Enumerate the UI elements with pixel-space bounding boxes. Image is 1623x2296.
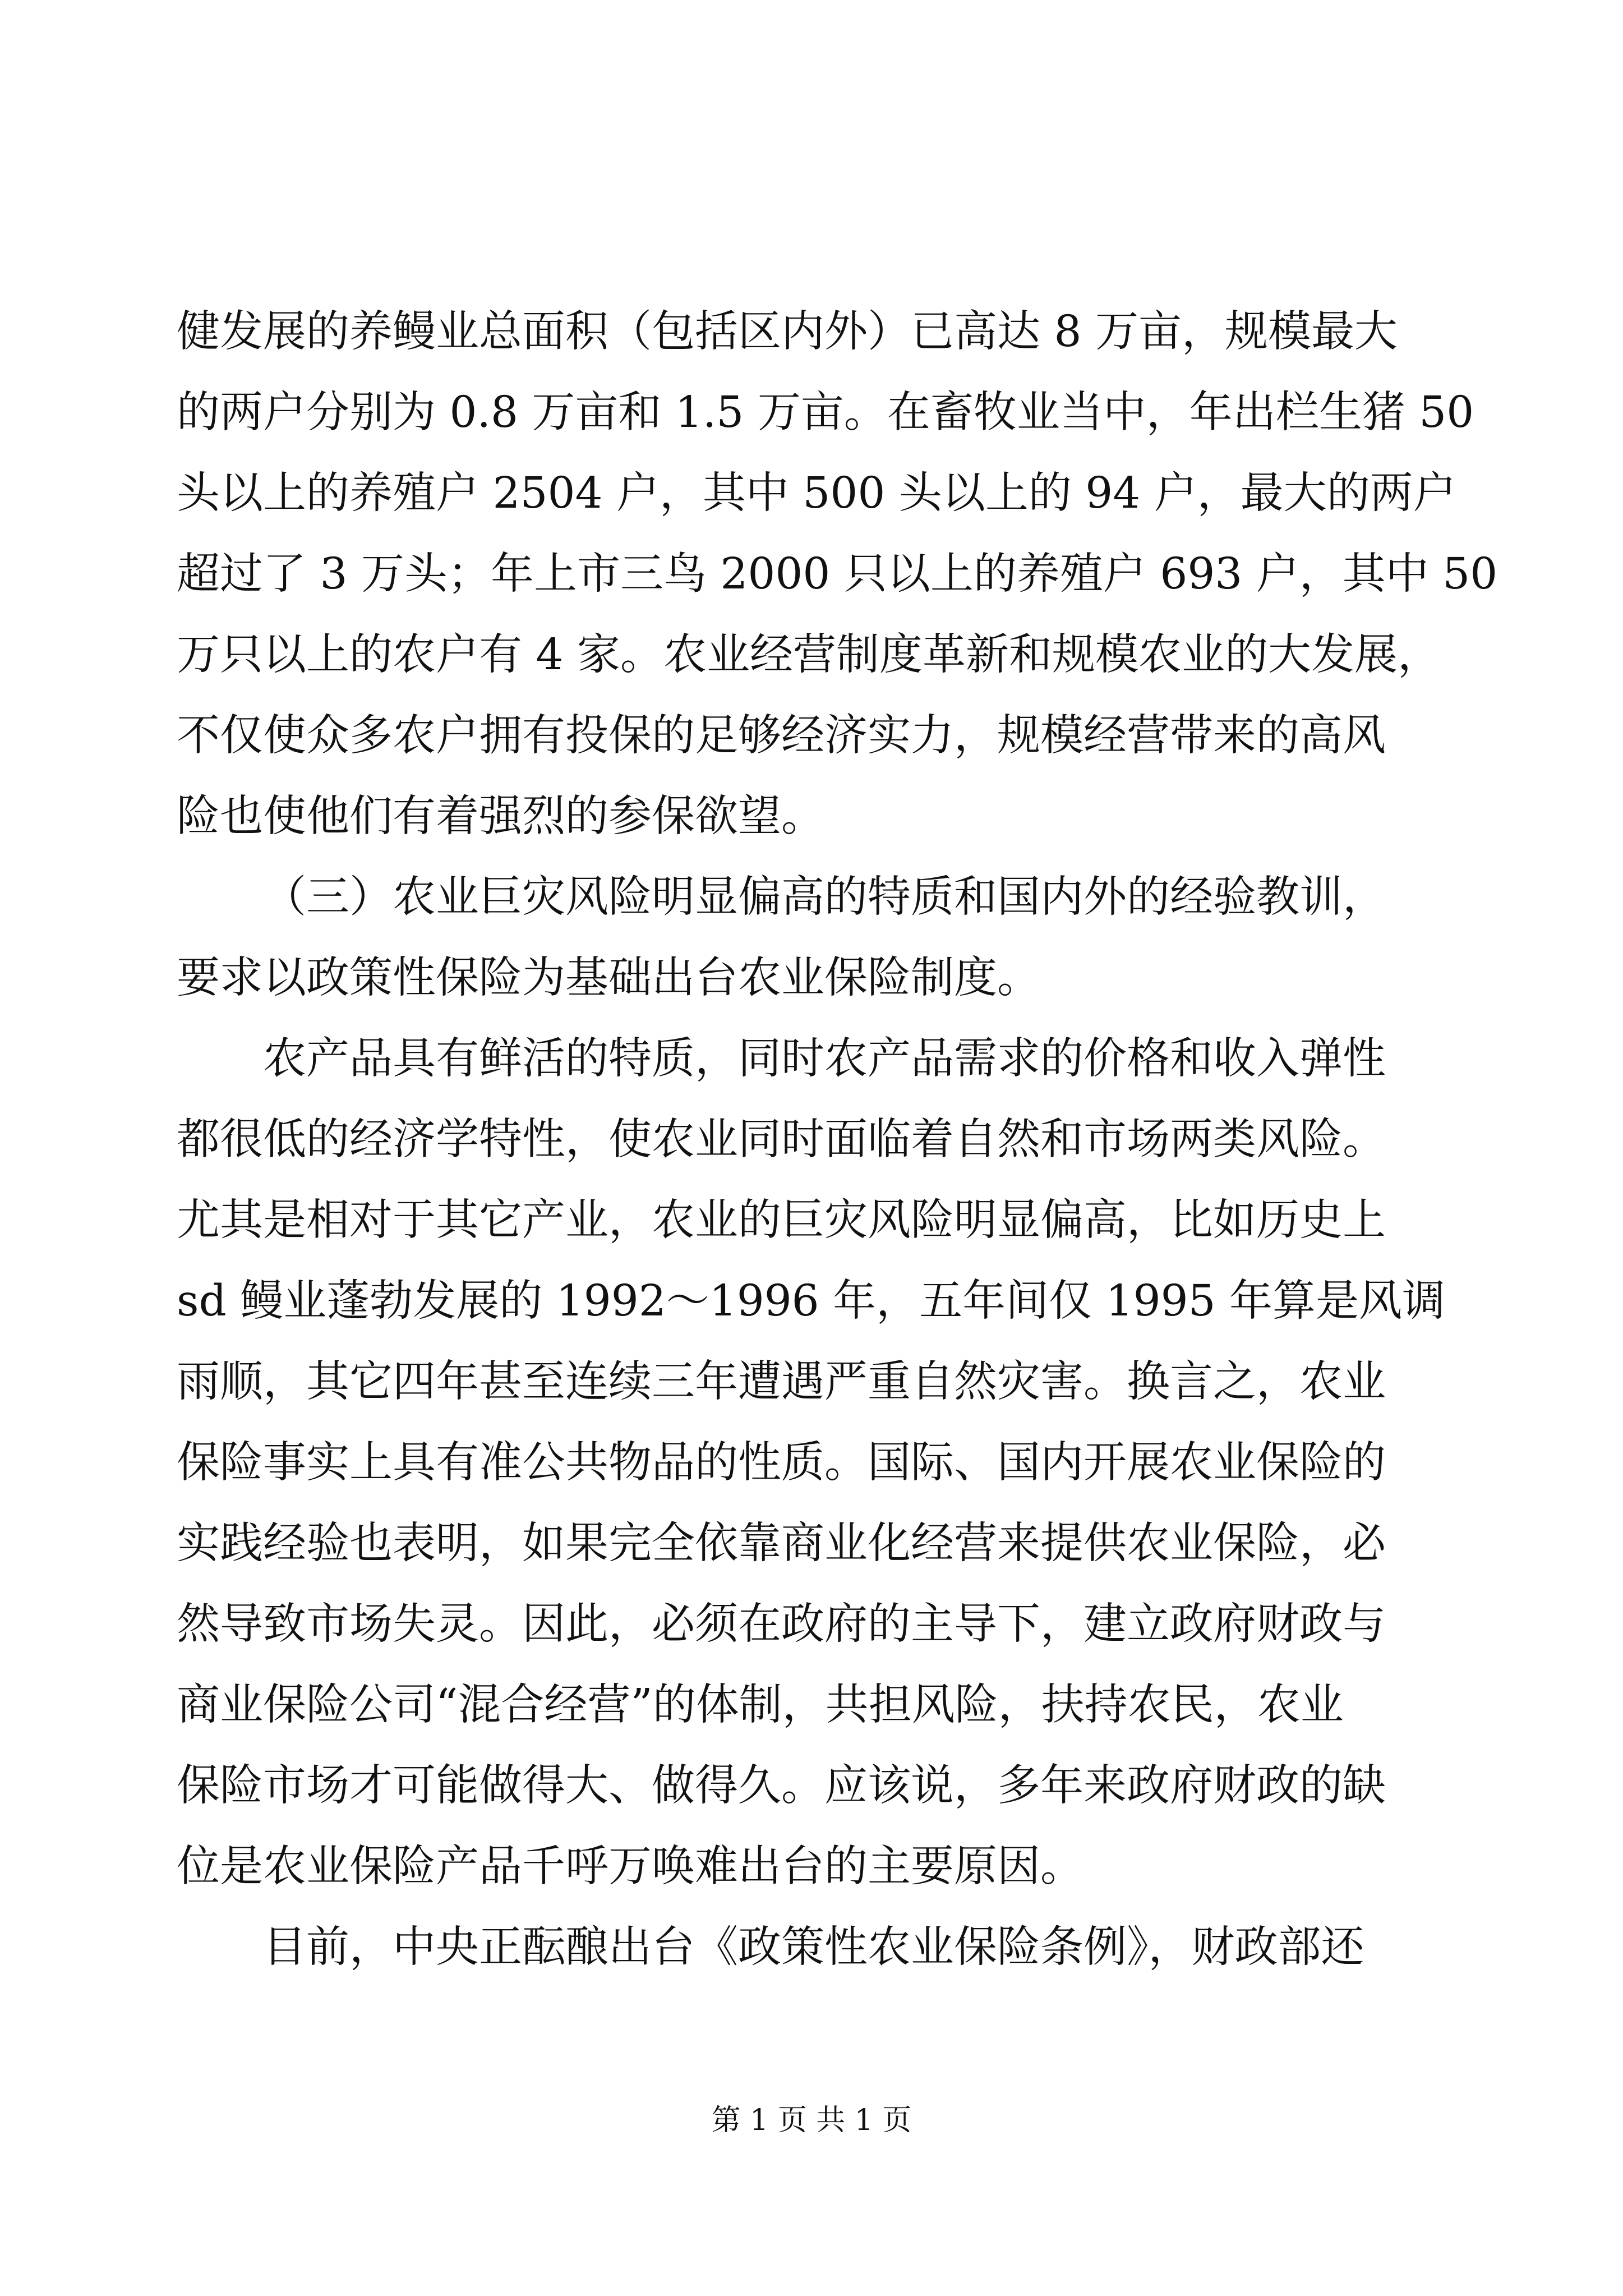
text-line-6: 不仅使众多农户拥有投保的足够经济实力，规模经营带来的高风 bbox=[177, 711, 1386, 761]
text-line-13: sd 鳗业蓬勃发展的 1992～1996 年，五年间仅 1995 年算是风调 bbox=[177, 1276, 1446, 1326]
text-line-3: 头以上的养殖户 2504 户，其中 500 头以上的 94 户，最大的两户 bbox=[177, 468, 1456, 518]
text-line-21: 目前，中央正酝酿出台《政策性农业保险条例》，财政部还 bbox=[263, 1922, 1364, 1972]
text-line-2: 的两户分别为 0.8 万亩和 1.5 万亩。在畜牧业当中，年出栏生猪 50 bbox=[177, 388, 1474, 438]
text-line-15: 保险事实上具有准公共物品的性质。国际、国内开展农业保险的 bbox=[177, 1438, 1386, 1488]
text-line-9: 要求以政策性保险为基础出台农业保险制度。 bbox=[177, 953, 1040, 1003]
text-line-7: 险也使他们有着强烈的参保欲望。 bbox=[177, 792, 824, 841]
text-line-20: 位是农业保险产品千呼万唤难出台的主要原因。 bbox=[177, 1842, 1083, 1892]
document-body bbox=[177, 292, 1498, 1988]
text-line-8: （三）农业巨灾风险明显偏高的特质和国内外的经验教训， bbox=[263, 872, 1386, 922]
text-line-1: 健发展的养鳗业总面积（包括区内外）已高达 8 万亩，规模最大 bbox=[177, 307, 1398, 357]
text-line-5: 万只以上的农户有 4 家。农业经营制度革新和规模农业的大发展， bbox=[177, 630, 1441, 680]
text-line-16: 实践经验也表明，如果完全依靠商业化经营来提供农业保险，必 bbox=[177, 1519, 1386, 1568]
page-footer: 第 1 页 共 1 页 bbox=[711, 2104, 912, 2137]
text-line-14: 雨顺，其它四年甚至连续三年遭遇严重自然灾害。换言之，农业 bbox=[177, 1357, 1386, 1407]
text-line-11: 都很低的经济学特性，使农业同时面临着自然和市场两类风险。 bbox=[177, 1115, 1386, 1165]
text-line-17: 然导致市场失灵。因此，必须在政府的主导下，建立政府财政与 bbox=[177, 1599, 1386, 1649]
text-line-12: 尤其是相对于其它产业，农业的巨灾风险明显偏高，比如历史上 bbox=[177, 1195, 1386, 1245]
text-line-18: 商业保险公司“混合经营”的体制，共担风险，扶持农民，农业 bbox=[177, 1680, 1344, 1730]
text-line-19: 保险市场才可能做得大、做得久。应该说，多年来政府财政的缺 bbox=[177, 1761, 1386, 1811]
text-line-4: 超过了 3 万头；年上市三鸟 2000 只以上的养殖户 693 户，其中 50 bbox=[177, 549, 1498, 599]
text-line-10: 农产品具有鲜活的特质，同时农产品需求的价格和收入弹性 bbox=[263, 1034, 1386, 1084]
